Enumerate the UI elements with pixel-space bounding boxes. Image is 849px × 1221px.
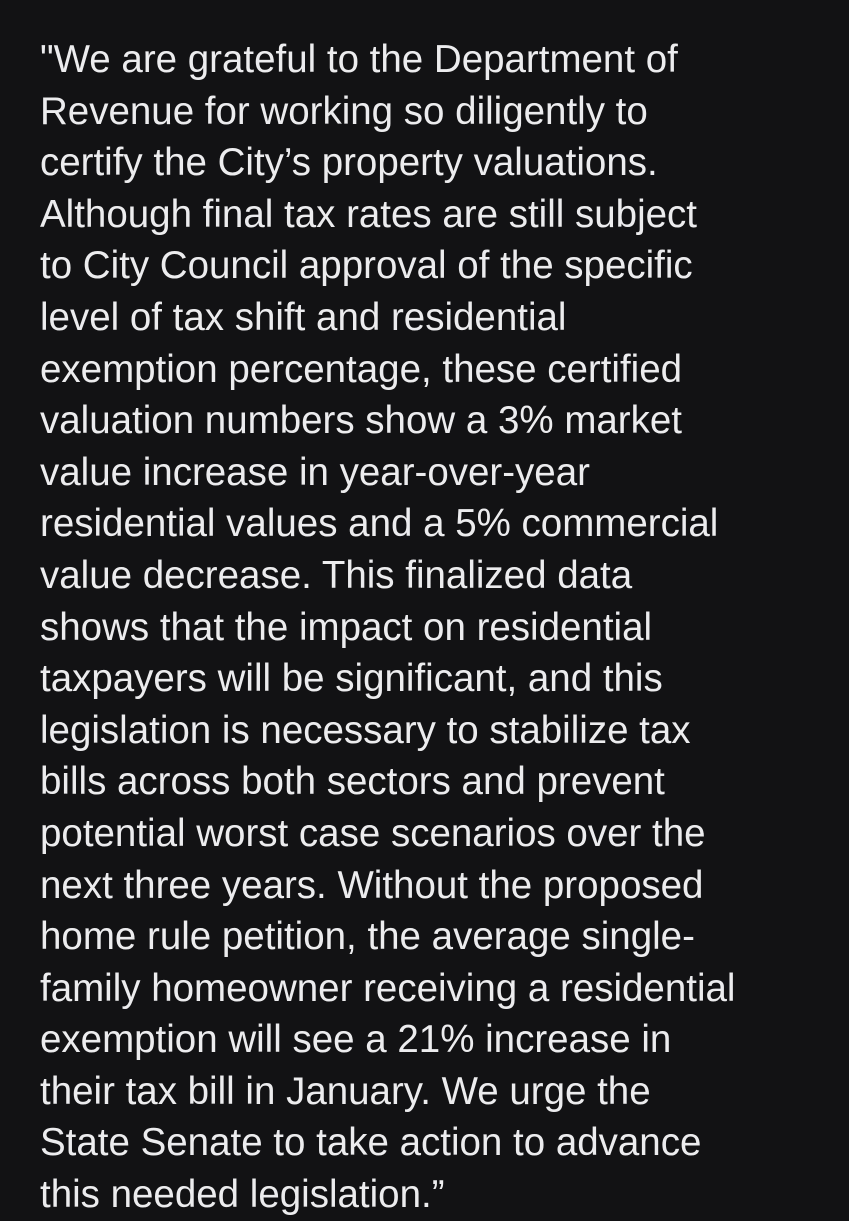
quote-line: State Senate to take action to advance [40,1121,702,1165]
quote-line: certify the City’s property valuations. [40,141,658,185]
quote-line: value decrease. This finalized data [40,553,633,597]
quote-line: exemption percentage, these certified [40,347,683,391]
quote-line: taxpayers will be significant, and this [40,657,663,701]
quote-line: to City Council approval of the specific [40,244,693,288]
quote-line: shows that the impact on residential [40,605,653,649]
quote-line: residential values and a 5% commercial [40,502,719,546]
quote-line: Revenue for working so diligently to [40,89,648,133]
quote-line: Although final tax rates are still subject [40,192,697,236]
quote-line: this needed legislation.” [40,1173,445,1217]
quote-line: bills across both sectors and prevent [40,760,665,804]
quote-line: potential worst case scenarios over the [40,811,706,855]
quote-line: "We are grateful to the Department of [40,38,678,81]
quote-line: their tax bill in January. We urge the [40,1069,651,1113]
quote-text [40,34,840,1221]
quote-line: exemption will see a 21% increase in [40,1018,672,1062]
quote-line: value increase in year-over-year [40,450,590,494]
quote-line: level of tax shift and residential [40,295,567,339]
quote-line: legislation is necessary to stabilize tax [40,708,691,752]
quote-line: family homeowner receiving a residential [40,966,736,1010]
quote-line: next three years. Without the proposed [40,863,704,907]
quote-line: home rule petition, the average single- [40,915,695,959]
quote-line: valuation numbers show a 3% market [40,399,682,443]
